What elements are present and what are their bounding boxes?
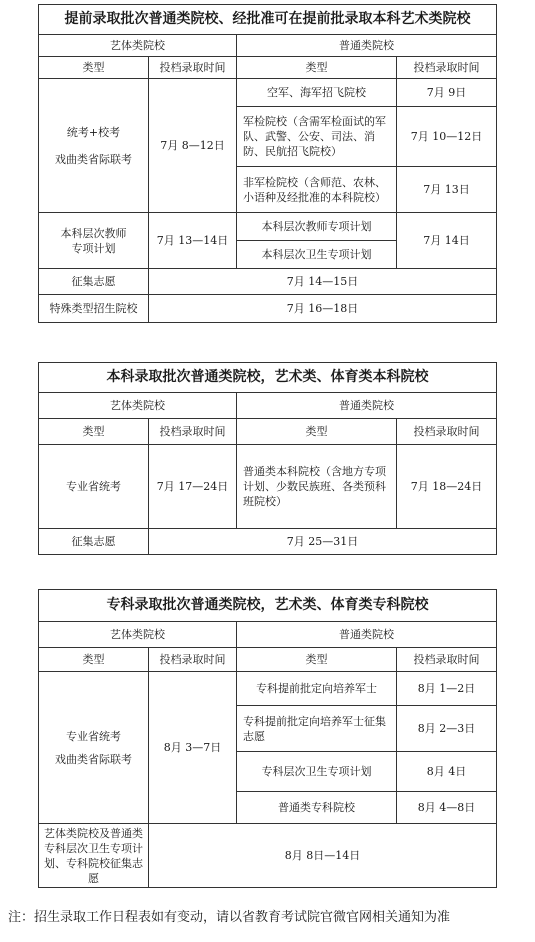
art-time-cell: 7月 8—12日 [149,79,237,213]
normal-time-cell: 7月 14日 [397,213,497,269]
col-header-type: 类型 [237,648,397,672]
col-header-type: 类型 [237,419,397,445]
row-label: 艺体类院校及普通类专科层次卫生专项计划、专科院校征集志愿 [39,824,149,888]
row-time: 8月 8日—14日 [149,824,497,888]
col-header-type: 类型 [39,419,149,445]
normal-type-cell: 专科提前批定向培养军士 [237,672,397,706]
normal-time-cell: 8月 2—3日 [397,706,497,752]
col-header-time: 投档录取时间 [397,648,497,672]
normal-time-cell: 7月 13日 [397,167,497,213]
art-time-cell: 7月 13—14日 [149,213,237,269]
col-header-time: 投档录取时间 [397,57,497,79]
normal-type-cell: 专科提前批定向培养军士征集志愿 [237,706,397,752]
col-header-type: 类型 [39,57,149,79]
art-type-line: 本科层次教师 [60,226,127,240]
art-type-line: 戏曲类省际联考 [55,752,132,766]
row-time: 7月 25—31日 [149,529,497,555]
footnote: 注：招生录取工作日程表如有变动，请以省教育考试院官微官网相关通知为准 [8,910,451,925]
row-label: 征集志愿 [39,269,149,295]
art-type-line: 统考+校考 [66,125,121,139]
art-type-cell [39,672,149,824]
row-label: 特殊类型招生院校 [39,295,149,323]
section-art-header: 艺体类院校 [39,393,237,419]
normal-type-cell: 本科层次卫生专项计划 [237,241,397,269]
row-time: 7月 14—15日 [149,269,497,295]
normal-type-cell: 普通类专科院校 [237,792,397,824]
table-title: 专科录取批次普通类院校，艺术类、体育类专科院校 [39,590,497,622]
section-normal-header: 普通类院校 [237,393,497,419]
col-header-type: 类型 [237,57,397,79]
section-art-header: 艺体类院校 [39,35,237,57]
art-type-cell: 专业省统考 [39,445,149,529]
art-time-cell: 8月 3—7日 [149,672,237,824]
normal-type-cell: 空军、海军招飞院校 [237,79,397,107]
row-label: 征集志愿 [39,529,149,555]
normal-time-cell: 8月 1—2日 [397,672,497,706]
art-type-cell [39,79,149,213]
undergrad-batch-table [38,362,497,555]
normal-time-cell: 7月 18—24日 [397,445,497,529]
col-header-time: 投档录取时间 [149,57,237,79]
early-batch-table [38,4,497,323]
normal-time-cell: 8月 4日 [397,752,497,792]
row-time: 7月 16—18日 [149,295,497,323]
col-header-time: 投档录取时间 [397,419,497,445]
col-header-type: 类型 [39,648,149,672]
art-time-cell: 7月 17—24日 [149,445,237,529]
junior-college-batch-table [38,589,497,888]
section-normal-header: 普通类院校 [237,622,497,648]
normal-time-cell: 7月 10—12日 [397,107,497,167]
normal-time-cell: 7月 9日 [397,79,497,107]
art-type-cell [39,213,149,269]
table-title: 提前录取批次普通类院校、经批准可在提前批录取本科艺术类院校 [39,5,497,35]
normal-type-cell: 军检院校（含需军检面试的军队、武警、公安、司法、消防、民航招飞院校） [237,107,397,167]
art-type-line: 专项计划 [71,241,116,255]
normal-type-cell: 非军检院校（含师范、农林、小语种及经批准的本科院校） [237,167,397,213]
col-header-time: 投档录取时间 [149,648,237,672]
col-header-time: 投档录取时间 [149,419,237,445]
section-normal-header: 普通类院校 [237,35,497,57]
normal-time-cell: 8月 4—8日 [397,792,497,824]
art-type-line: 戏曲类省际联考 [55,152,132,166]
normal-type-cell: 专科层次卫生专项计划 [237,752,397,792]
normal-type-cell: 本科层次教师专项计划 [237,213,397,241]
table-title: 本科录取批次普通类院校，艺术类、体育类本科院校 [39,363,497,393]
normal-type-cell: 普通类本科院校（含地方专项计划、少数民族班、各类预科班院校） [237,445,397,529]
art-type-line: 专业省统考 [66,729,121,743]
section-art-header: 艺体类院校 [39,622,237,648]
